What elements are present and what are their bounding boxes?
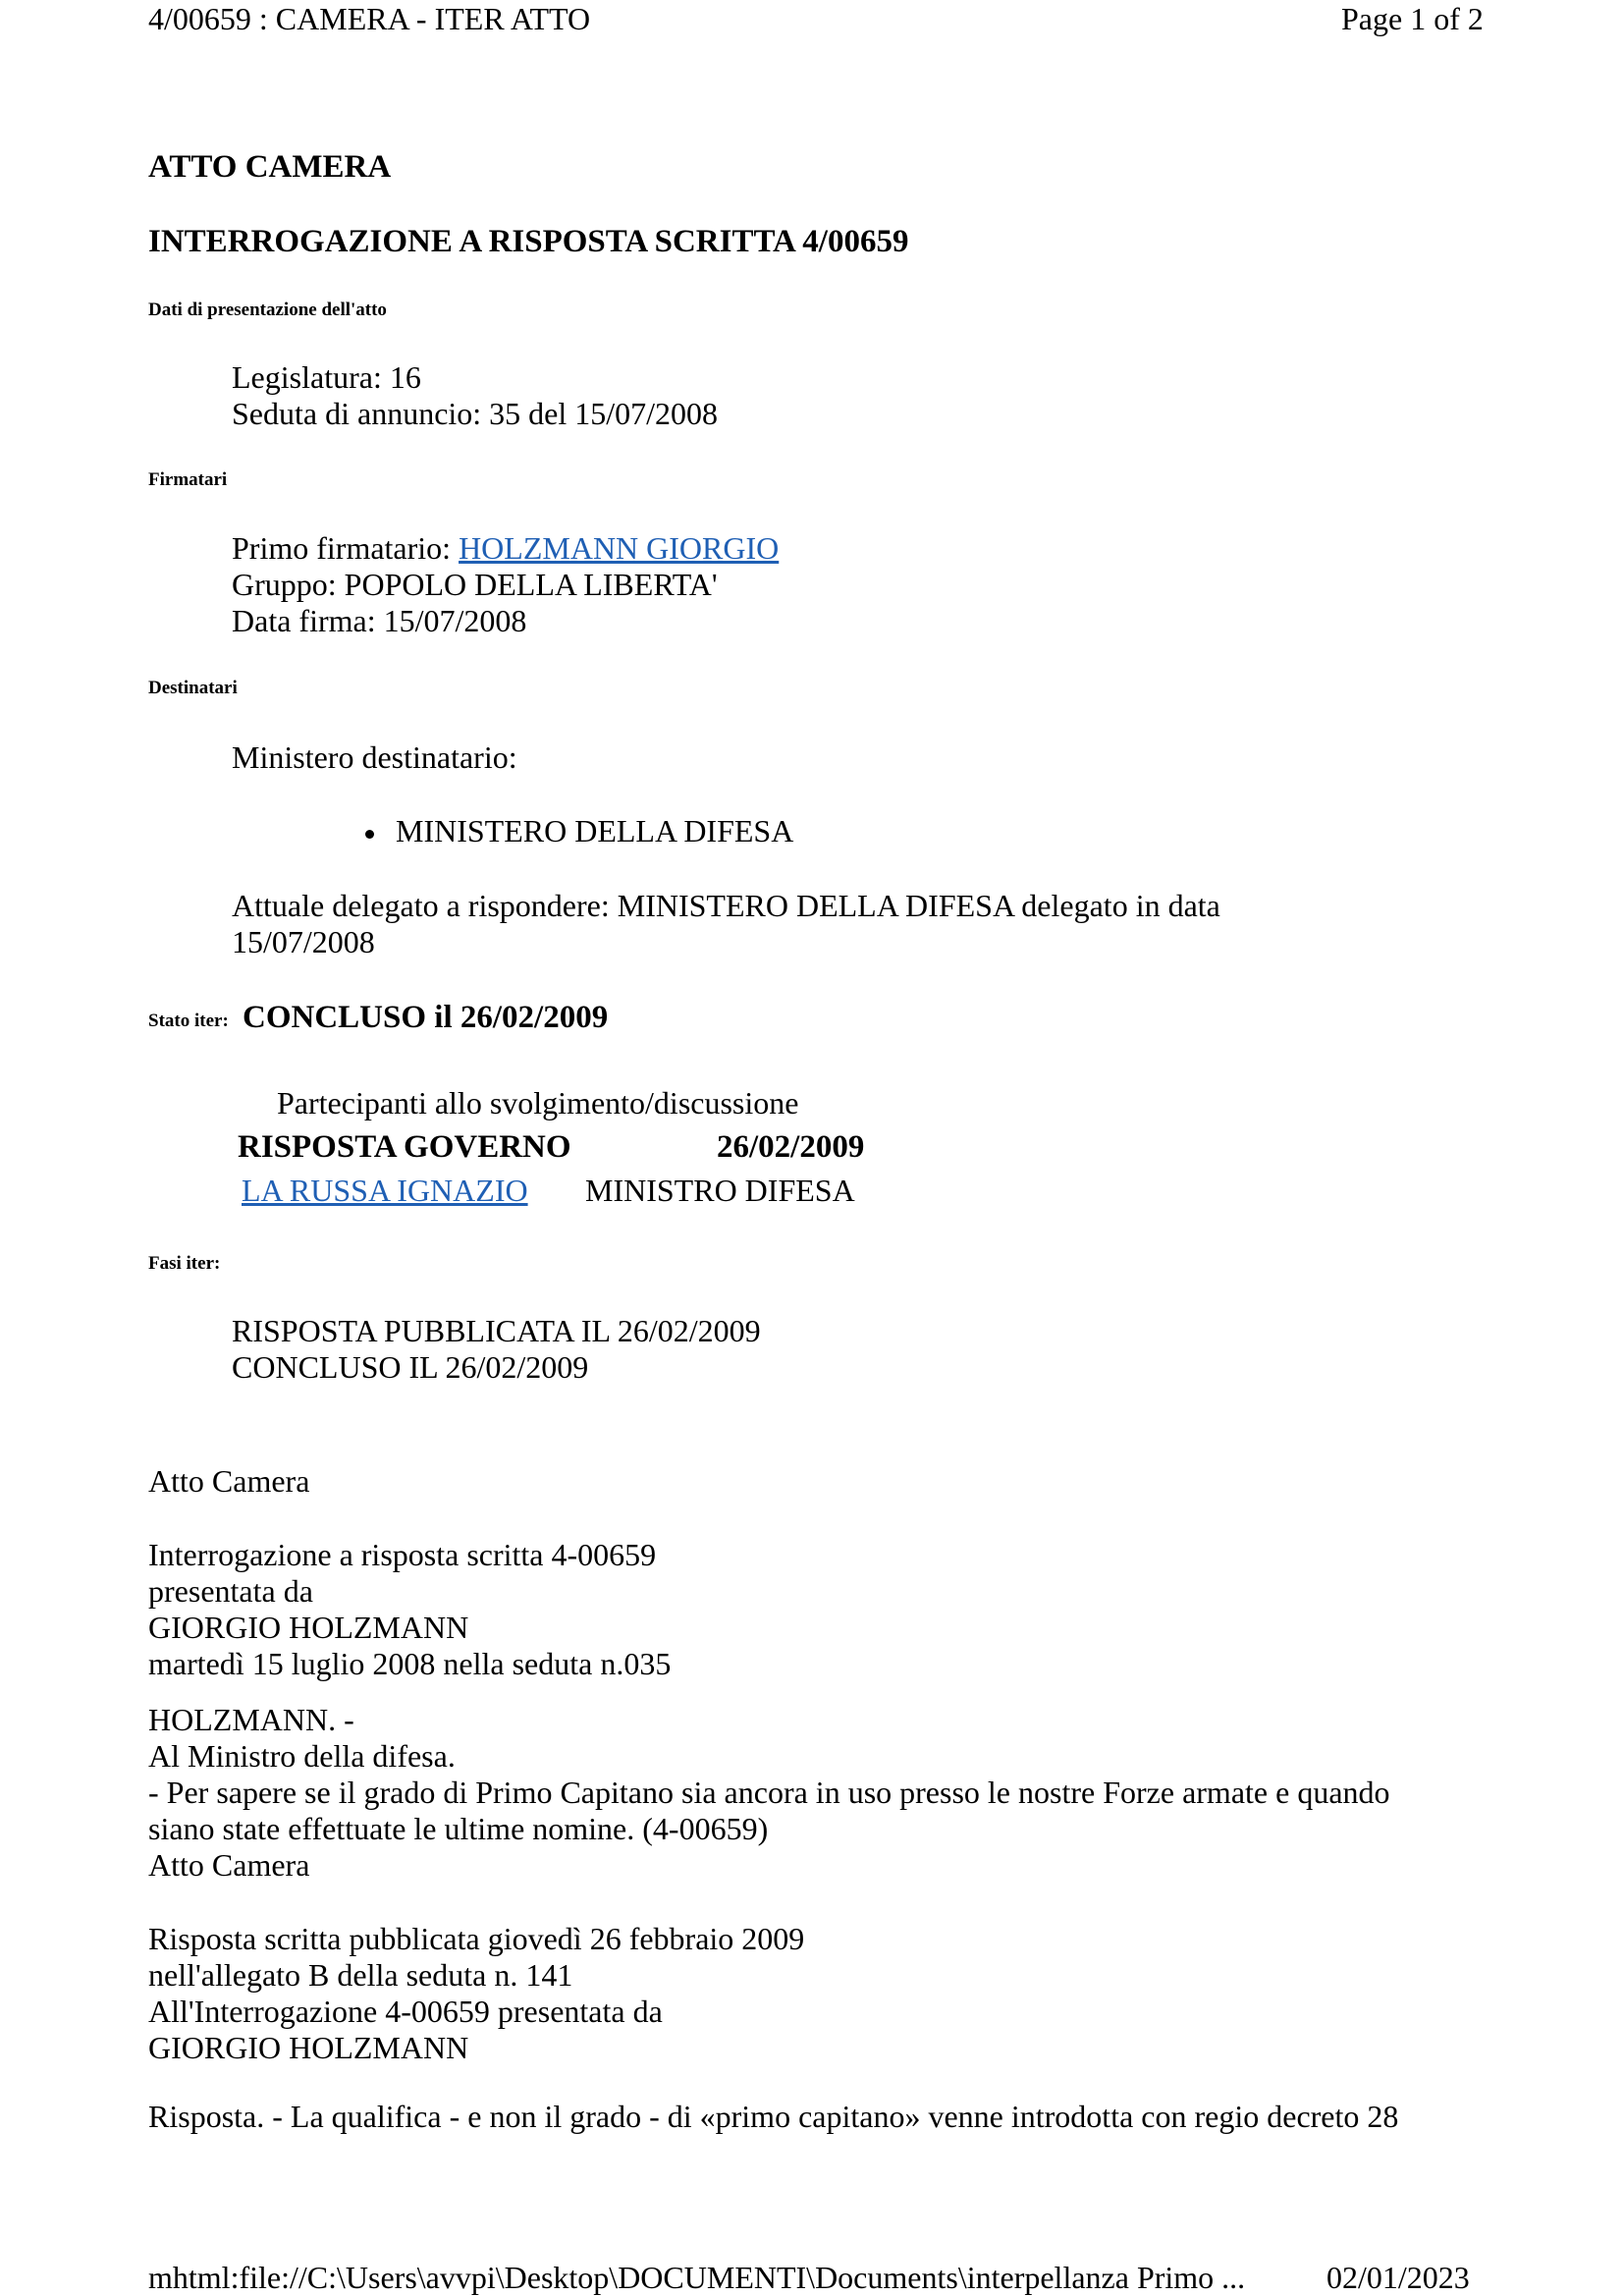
delegato-line1: Attuale delegato a rispondere: MINISTERO DELLA DIFESA delegato in data: [232, 888, 1220, 923]
primo-firmatario-link[interactable]: HOLZMANN GIORGIO: [459, 530, 780, 566]
text-line: Risposta scritta pubblicata giovedì 26 febbraio 2009: [148, 1921, 805, 1956]
doc-title: ATTO CAMERA: [148, 149, 392, 185]
firmatari-label: Firmatari: [148, 469, 228, 490]
destinatari-label: Destinatari: [148, 678, 238, 698]
fase-1: RISPOSTA PUBBLICATA IL 26/02/2009: [232, 1313, 761, 1348]
risposta-date: 26/02/2009: [717, 1129, 865, 1165]
text-line: martedì 15 luglio 2008 nella seduta n.035: [148, 1646, 672, 1681]
data-firma: Data firma: 15/07/2008: [232, 603, 527, 638]
partecipante-role: MINISTRO DIFESA: [585, 1173, 855, 1208]
text-line: - Per sapere se il grado di Primo Capitano sia ancora in uso presso le nostre Forze armate e quando: [148, 1775, 1390, 1810]
doc-subtitle: INTERROGAZIONE A RISPOSTA SCRITTA 4/00659: [148, 224, 909, 259]
footer-url: mhtml:file://C:\Users\avvpi\Desktop\DOCUMENTI\Documents\interpellanza Primo ...: [148, 2260, 1246, 2295]
seduta-annuncio: Seduta di annuncio: 35 del 15/07/2008: [232, 396, 719, 431]
page-header-title: 4/00659 : CAMERA - ITER ATTO: [148, 1, 591, 36]
partecipanti-label: Partecipanti allo svolgimento/discussione: [277, 1085, 799, 1121]
text-line: nell'allegato B della seduta n. 141: [148, 1957, 573, 1993]
fasi-label: Fasi iter:: [148, 1253, 221, 1274]
bullet-icon: [365, 830, 374, 839]
text-line: presentata da: [148, 1573, 313, 1609]
text-line: Atto Camera: [148, 1463, 310, 1499]
text-line: GIORGIO HOLZMANN: [148, 2030, 469, 2065]
stato-value: CONCLUSO il 26/02/2009: [243, 1000, 609, 1035]
ministero-label: Ministero destinatario:: [232, 739, 517, 775]
fase-2: CONCLUSO IL 26/02/2009: [232, 1349, 589, 1385]
text-line: Risposta. - La qualifica - e non il grado - di «primo capitano» venne introdotta con regio decreto 28: [148, 2099, 1399, 2134]
footer-date: 02/01/2023: [1326, 2260, 1470, 2295]
ministero-item: MINISTERO DELLA DIFESA: [396, 813, 794, 848]
paragraph-atto-camera: [148, 1463, 309, 1500]
stato-label: Stato iter:: [148, 1011, 229, 1031]
text-line: HOLZMANN. -: [148, 1702, 354, 1737]
partecipante-link: [242, 1173, 528, 1209]
text-line: Interrogazione a risposta scritta 4-00659: [148, 1537, 657, 1572]
text-line: Atto Camera: [148, 1847, 310, 1883]
legislatura: Legislatura: 16: [232, 359, 421, 395]
text-line: All'Interrogazione 4-00659 presentata da: [148, 1994, 663, 2029]
page-number: Page 1 of 2: [1341, 1, 1484, 36]
gruppo: Gruppo: POPOLO DELLA LIBERTA': [232, 567, 718, 602]
risposta-governo: RISPOSTA GOVERNO: [238, 1129, 571, 1165]
la-russa-link[interactable]: LA RUSSA IGNAZIO: [242, 1173, 528, 1208]
paragraph-risposta: [148, 2099, 1398, 2135]
text-line: siano state effettuate le ultime nomine. (4-00659): [148, 1811, 769, 1846]
text-line: GIORGIO HOLZMANN: [148, 1610, 469, 1645]
presentation-label: Dati di presentazione dell'atto: [148, 300, 387, 320]
paragraph-presentazione: [148, 1537, 671, 1682]
text-line: Al Ministro della difesa.: [148, 1738, 456, 1774]
primo-firmatario-prefix: Primo firmatario:: [232, 530, 460, 566]
paragraph-risposta-scritta: [148, 1921, 804, 2066]
primo-firmatario: [232, 530, 779, 567]
paragraph-interrogazione: [148, 1702, 1390, 1884]
delegato-line2: 15/07/2008: [232, 924, 375, 959]
